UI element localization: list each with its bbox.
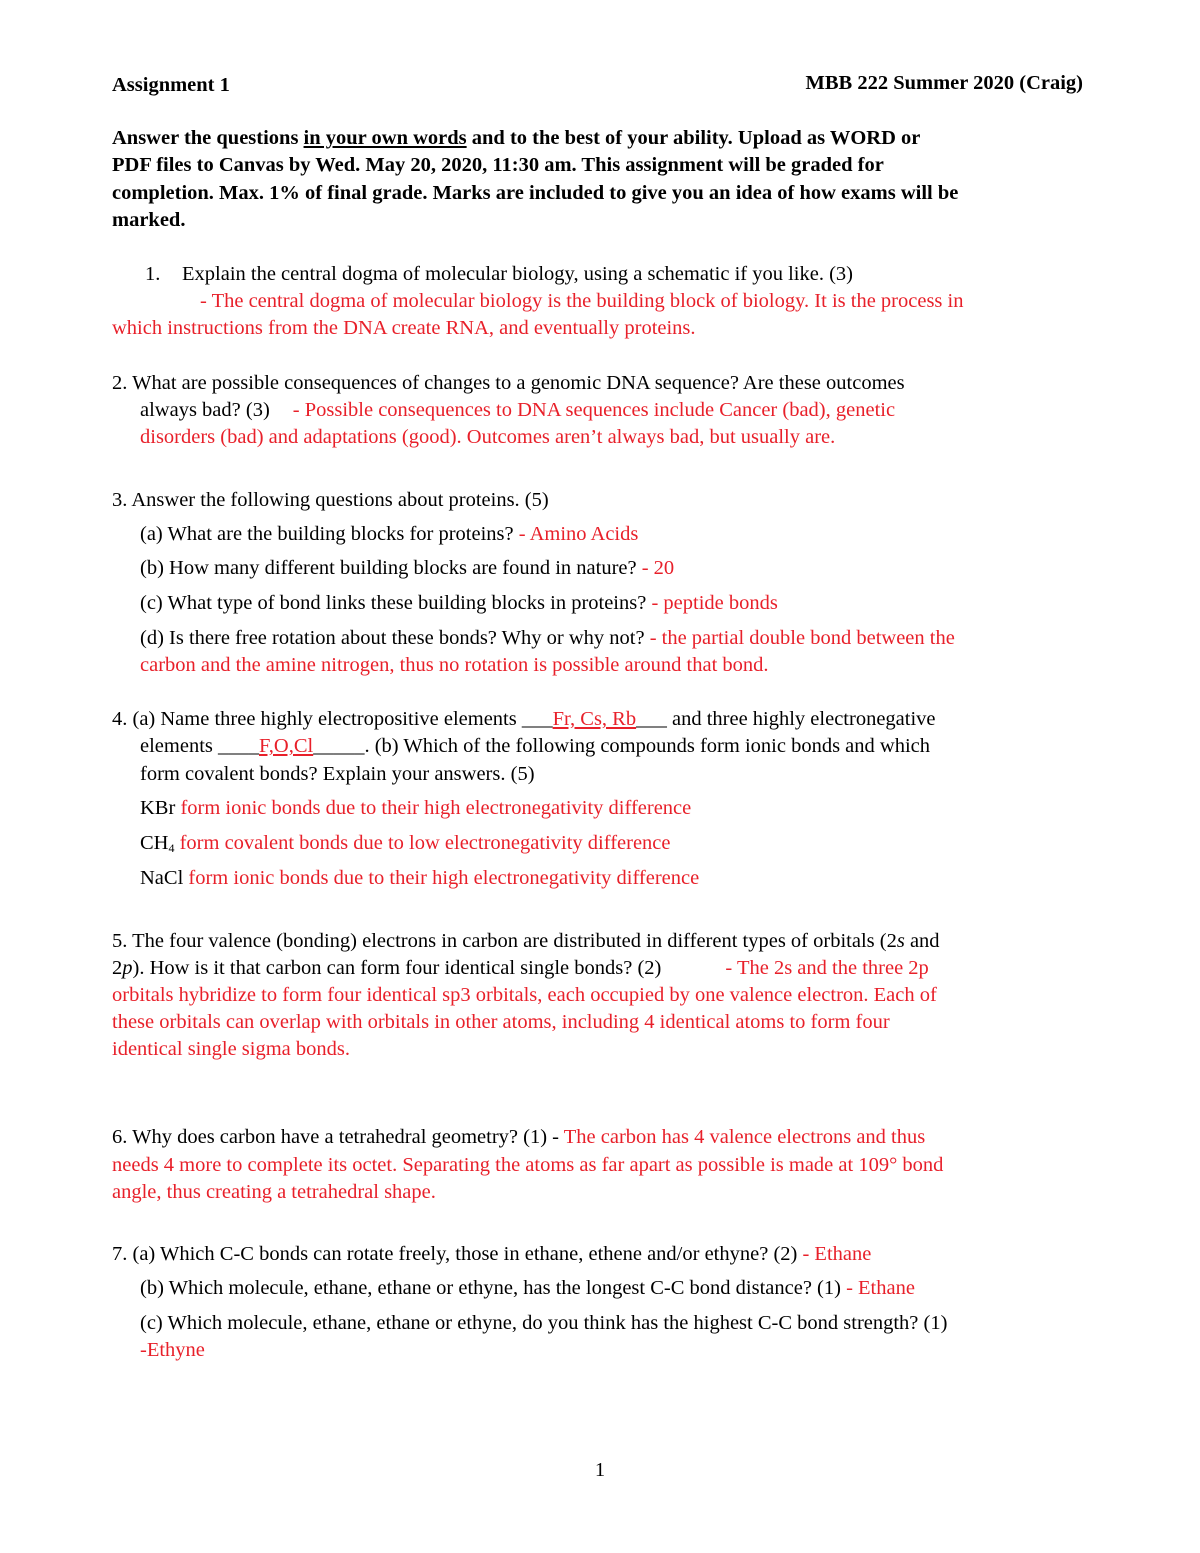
- q3c-line: (c) What type of bond links these building blocks in proteins? - peptide bonds: [140, 592, 778, 614]
- q3-question: 3. Answer the following questions about proteins. (5): [112, 489, 549, 511]
- q1-answer-line-2: which instructions from the DNA create RNA, and eventually proteins.: [112, 317, 696, 339]
- q7b-line: (b) Which molecule, ethane, ethane or ethyne, has the longest C-C bond distance? (1) - Ethane: [140, 1277, 915, 1299]
- q4-electronegative-answer: F,O,Cl: [259, 735, 314, 757]
- q3d-answer-line-1: - the partial double bond between the: [649, 627, 955, 649]
- q7c-answer: -Ethyne: [140, 1339, 205, 1361]
- q2-question-line-1: 2. What are possible consequences of changes to a genomic DNA sequence? Are these outcomes: [112, 372, 905, 394]
- q7a-line: 7. (a) Which C-C bonds can rotate freely, those in ethane, ethene and/or ethyne? (2) - Ethane: [112, 1243, 872, 1265]
- q6-answer-line-1: The carbon has 4 valence electrons and thus: [563, 1126, 926, 1148]
- kbr-answer: form ionic bonds due to their high electronegativity difference: [175, 797, 692, 819]
- instructions-line-3: completion. Max. 1% of final grade. Marks are included to give you an idea of how exams will be: [112, 182, 959, 204]
- q5-line-2: 2p). How is it that carbon can form four identical single bonds? (2) - The 2s and the three 2p: [112, 957, 929, 979]
- q2-question-line-2: always bad? (3) - Possible consequences to DNA sequences include Cancer (bad), genetic: [140, 399, 896, 421]
- ch4-answer: form covalent bonds due to low electronegativity difference: [174, 832, 671, 854]
- q2-answer-line-2: disorders (bad) and adaptations (good). Outcomes aren’t always bad, but usually are.: [140, 426, 836, 448]
- q5-line-1: 5. The four valence (bonding) electrons in carbon are distributed in different types of orbitals (2s and: [112, 930, 940, 952]
- page-number: 1: [594, 1459, 606, 1481]
- q3a-line: (a) What are the building blocks for proteins? - Amino Acids: [140, 523, 639, 545]
- nacl-answer: form ionic bonds due to their high electronegativity difference: [183, 867, 700, 889]
- q4-line-3: form covalent bonds? Explain your answers. (5): [140, 763, 535, 785]
- q3a-answer: - Amino Acids: [518, 523, 639, 545]
- q4-line-2: elements ____F,O,Cl_____. (b) Which of the following compounds form ionic bonds and which: [140, 735, 930, 757]
- emphasis-own-words: in your own words: [303, 127, 467, 149]
- q4-ch4-line: $CH_4$ form covalent bonds due to low electronegativity difference: [140, 832, 671, 855]
- q3b-line: (b) How many different building blocks are found in nature? - 20: [140, 557, 675, 579]
- compound-kbr: KBr: [140, 797, 176, 819]
- q4-kbr-line: [140, 795, 691, 822]
- q1-number: 1.: [145, 263, 161, 285]
- q5-answer-line-1: - The 2s and the three 2p: [725, 957, 929, 979]
- q1-answer-line-1: - The central dogma of molecular biology is the building block of biology. It is the process in: [200, 290, 964, 312]
- q5-answer-line-3: these orbitals can overlap with orbitals in other atoms, including 4 identical atoms to form four: [112, 1011, 890, 1033]
- q3d-answer-line-2: carbon and the amine nitrogen, thus no rotation is possible around that bond.: [140, 654, 769, 676]
- q7b-answer: - Ethane: [846, 1277, 915, 1299]
- instructions-line-2: PDF files to Canvas by Wed. May 20, 2020, 11:30 am. This assignment will be graded for: [112, 154, 884, 176]
- q4-line-1: 4. (a) Name three highly electropositive elements ___Fr, Cs, Rb___ and three highly electronegative: [112, 708, 936, 730]
- q3c-answer: - peptide bonds: [651, 592, 778, 614]
- q3b-answer: - 20: [641, 557, 675, 579]
- compound-nacl: NaCl: [140, 867, 184, 889]
- header-left: Assignment 1: [112, 74, 230, 96]
- q2-answer-line-1: - Possible consequences to DNA sequences include Cancer (bad), genetic: [292, 399, 896, 421]
- header-right: MBB 222 Summer 2020 (Craig): [805, 72, 1083, 94]
- q3d-line: (d) Is there free rotation about these bonds? Why or why not? - the partial double bond between the: [140, 627, 955, 649]
- compound-ch4: CH: [140, 832, 169, 854]
- q6-answer-line-2: needs 4 more to complete its octet. Separating the atoms as far apart as possible is made at 109° bond: [112, 1154, 944, 1176]
- q6-answer-line-3: angle, thus creating a tetrahedral shape.: [112, 1181, 436, 1203]
- q5-answer-line-4: identical single sigma bonds.: [112, 1038, 350, 1060]
- q7a-answer: - Ethane: [802, 1243, 872, 1265]
- instructions-line-1: Answer the questions in your own words and to the best of your ability. Upload as WORD or: [112, 127, 921, 149]
- q4-nacl-line: [140, 865, 699, 892]
- q6-line-1: 6. Why does carbon have a tetrahedral geometry? (1) - The carbon has 4 valence electrons and thus: [112, 1126, 926, 1148]
- q4-electropositive-answer: Fr, Cs, Rb: [552, 708, 637, 730]
- instructions-line-4: marked.: [112, 209, 186, 231]
- q1-question: Explain the central dogma of molecular biology, using a schematic if you like. (3): [182, 263, 853, 285]
- q7c-line: (c) Which molecule, ethane, ethane or ethyne, do you think has the highest C-C bond strength? (1): [140, 1312, 948, 1334]
- q5-answer-line-2: orbitals hybridize to form four identical sp3 orbitals, each occupied by one valence electron. Each of: [112, 984, 937, 1006]
